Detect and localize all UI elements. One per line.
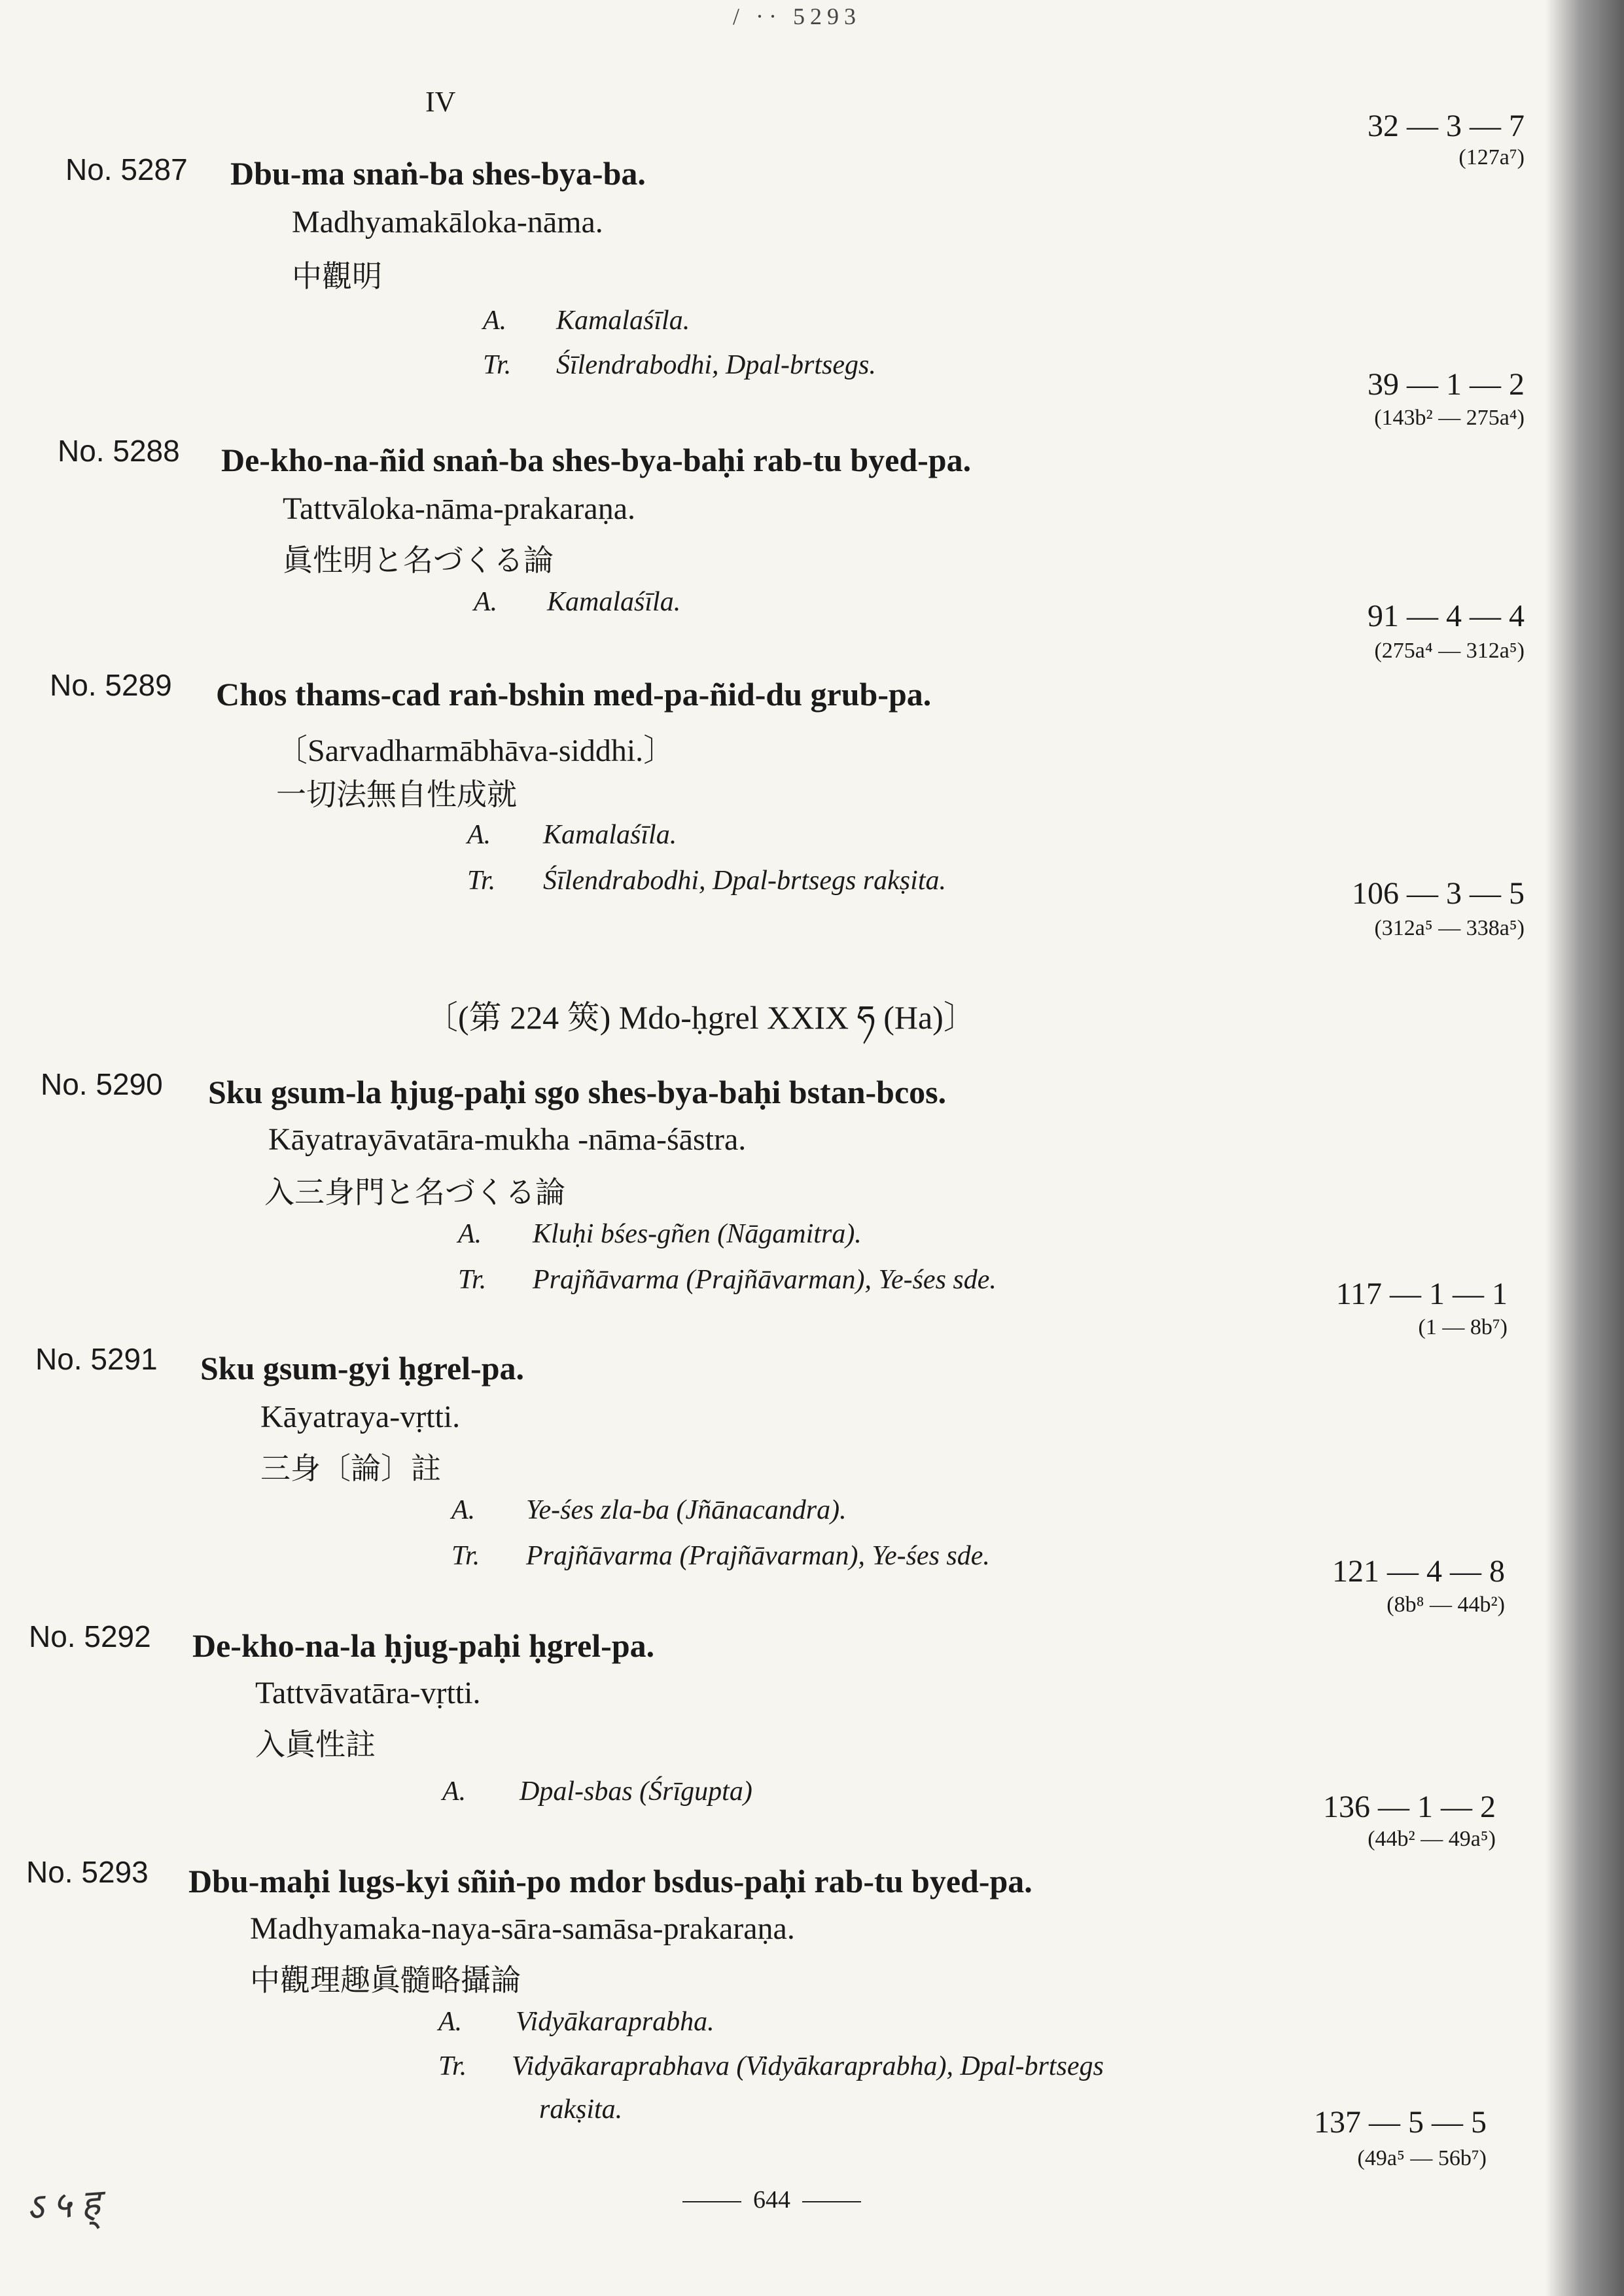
role-label: A. [474,587,498,617]
entry-ref: 39 — 1 — 2 [1368,367,1525,402]
entry-sanskrit: Tattvāloka-nāma-prakaraṇa. [283,491,635,526]
entry-folio: (44b² — 49a⁵) [1368,1827,1496,1851]
role-name: Kamalaśīla. [547,587,681,617]
role-name: Kamalaśīla. [556,306,690,336]
role-name: Vidyākaraprabhava (Vidyākaraprabha), Dpal-brtsegs [512,2051,1104,2081]
entry-number: No. 5293 [26,1855,149,1889]
entry-ref: 117 — 1 — 1 [1335,1277,1508,1311]
role-name: Prajñāvarma (Prajñāvarman), Ye-śes sde. [533,1265,997,1295]
entry-number: No. 5289 [50,668,172,702]
folio-first: (127a⁷) [1458,145,1525,169]
entry-sanskrit: Tattvāvatāra-vṛtti. [255,1676,481,1710]
role-name: Kamalaśīla. [543,820,677,850]
role-label: A. [467,820,491,850]
entry-chinese: 三身〔論〕註 [260,1451,441,1486]
role-label: A. [451,1495,476,1525]
role-name: Prajñāvarma (Prajñāvarman), Ye-śes sde. [526,1541,990,1571]
role-label: Tr. [438,2051,467,2081]
role-name: Śīlendrabodhi, Dpal-brtsegs. [556,350,876,380]
entry-title: Sku gsum-gyi ḥgrel-pa. [200,1350,525,1386]
role-name: Śīlendrabodhi, Dpal-brtsegs rakṣita. [543,866,946,896]
entry-sanskrit: Madhyamakāloka-nāma. [292,205,603,239]
page-number-rule-left [682,2201,741,2202]
role-name: Kluḥi bśes-gñen (Nāgamitra). [533,1219,862,1249]
role-name: Dpal-sbas (Śrīgupta) [520,1776,752,1807]
entry-ref: 137 — 5 — 5 [1314,2105,1487,2140]
handwritten-margin-note: ऽ ५ ह् [25,2183,102,2229]
entry-chinese: 中觀理趣眞髓略攝論 [250,1962,521,1998]
entry-sanskrit: Kāyatrayāvatāra-mukha -nāma-śāstra. [268,1122,747,1157]
entry-sanskrit: Kāyatraya-vṛtti. [260,1400,461,1434]
section-roman-numeral: IV [425,86,456,118]
section-header: 〔(第 224 筴) Mdo-ḥgrel XXIX ཧ (Ha)〕 [425,999,976,1036]
entry-title: Dbu-maḥi lugs-kyi sñiṅ-po mdor bsdus-paḥi rab-tu byed-pa. [188,1863,1033,1899]
page-number-text: 644 [753,2186,790,2214]
entry-title: Sku gsum-la ḥjug-paḥi sgo shes-bya-baḥi bstan-bcos. [208,1074,947,1110]
entry-chinese: 一切法無自性成就 [276,777,517,812]
entry-ref: 106 — 3 — 5 [1352,876,1525,911]
page-number [671,2185,873,2214]
role-label: Tr. [458,1265,487,1295]
entry-sanskrit: 〔Sarvadharmābhāva-siddhi.〕 [276,733,675,768]
entry-title: De-kho-na-ñid snaṅ-ba shes-bya-baḥi rab-tu byed-pa. [221,442,972,478]
page-number-rule-right [802,2201,861,2202]
top-trace-text: / ·· 5293 [733,3,861,29]
entry-title: Chos thams-cad raṅ-bshin med-pa-ñid-du grub-pa. [216,676,932,713]
role-name: Vidyākaraprabha. [516,2007,715,2037]
entry-number: No. 5290 [41,1067,163,1101]
entry-sanskrit: Madhyamaka-naya-sāra-samāsa-prakaraṇa. [250,1911,795,1946]
role-label: A. [438,2007,463,2037]
entry-chinese: 眞性明と名づくる論 [283,542,554,578]
role-label: A. [458,1219,482,1249]
entry-folio: (1 — 8b⁷) [1418,1315,1508,1339]
entry-chinese: 入眞性註 [255,1727,376,1762]
scan-edge-shadow [1545,0,1624,2296]
entry-ref: 121 — 4 — 8 [1332,1554,1505,1589]
entry-folio: (275a⁴ — 312a⁵) [1374,639,1525,663]
role-name-continuation: rakṣita. [539,2094,623,2125]
entry-chinese: 中觀明 [292,258,382,294]
role-label: A. [483,306,507,336]
role-label: A. [442,1776,467,1807]
entry-number: No. 5292 [29,1619,151,1653]
role-name: Ye-śes zla-ba (Jñānacandra). [526,1495,847,1525]
role-label: Tr. [483,350,512,380]
entry-title: Dbu-ma snaṅ-ba shes-bya-ba. [230,155,646,192]
entry-ref: 91 — 4 — 4 [1368,599,1525,633]
entry-chinese: 入三身門と名づくる論 [264,1174,565,1210]
entry-folio: (8b⁸ — 44b²) [1386,1593,1505,1617]
entry-number: No. 5288 [58,434,180,468]
entry-number: No. 5291 [35,1342,158,1376]
entry-ref: 136 — 1 — 2 [1323,1790,1496,1824]
entry-folio: (49a⁵ — 56b⁷) [1357,2146,1487,2170]
ref-first: 32 — 3 — 7 [1368,109,1525,143]
entry-folio: (143b² — 275a⁴) [1374,406,1525,430]
role-label: Tr. [467,866,496,896]
role-label: Tr. [451,1541,480,1571]
entry-folio: (312a⁵ — 338a⁵) [1374,916,1525,940]
entry-title: De-kho-na-la ḥjug-paḥi ḥgrel-pa. [192,1627,655,1664]
entry-number: No. 5287 [65,152,188,186]
